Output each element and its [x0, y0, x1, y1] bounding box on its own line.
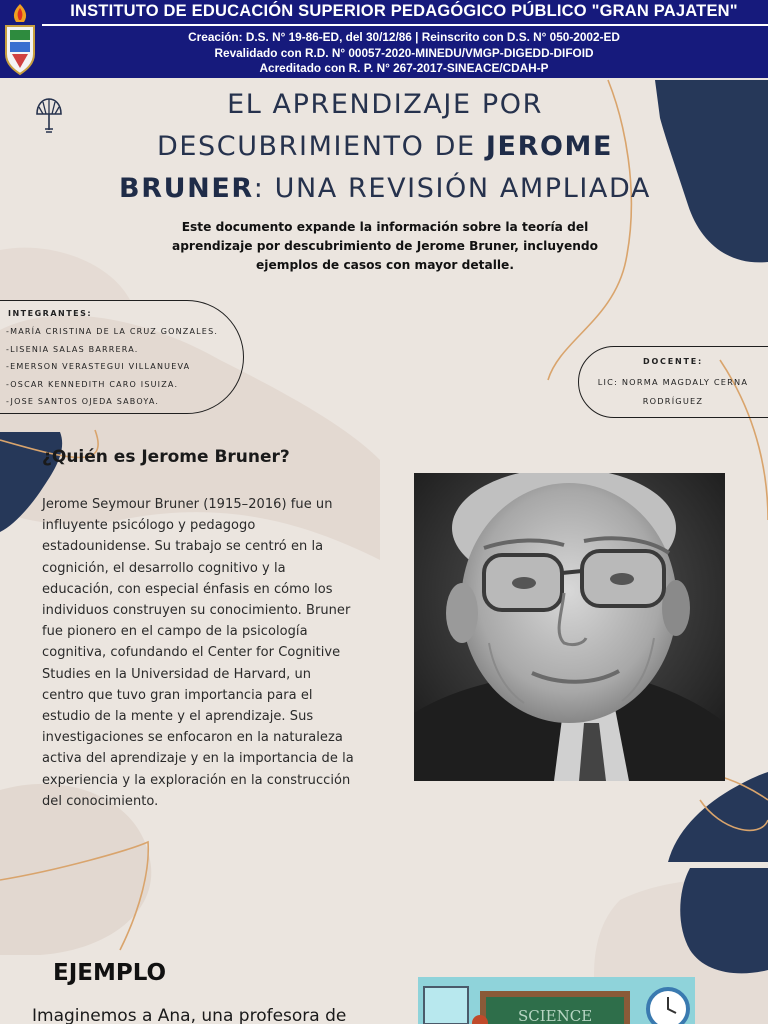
title-line-1: EL APRENDIZAJE POR	[227, 89, 543, 120]
teacher-label: DOCENTE:	[643, 357, 703, 366]
institution-name: INSTITUTO DE EDUCACIÓN SUPERIOR PEDAGÓGICO PÚBLICO "GRAN PAJATEN"	[70, 2, 738, 20]
teacher-name: LIC: NORMA MAGDALY CERNA RODRÍGUEZ	[597, 377, 749, 406]
header-revalidation-line: Revalidado con R.D. N° 00057-2020-MINEDU/VMGP-DIGEDD-DIFOID	[214, 46, 594, 60]
svg-text:SCIENCE: SCIENCE	[518, 1007, 593, 1024]
title-line-2: DESCUBRIMIENTO DE JEROME	[156, 131, 614, 162]
institution-logo	[2, 2, 38, 76]
navy-blob-right-mid	[668, 772, 768, 862]
title-line-3: BRUNER: UNA REVISIÓN AMPLIADA	[119, 173, 651, 204]
section-heading-who: ¿Quién es Jerome Bruner?	[42, 447, 290, 467]
member-item: -OSCAR KENNEDITH CARO ISUIZA.	[6, 379, 179, 389]
section-heading-example: EJEMPLO	[53, 960, 167, 986]
section-body-who: Jerome Seymour Bruner (1915–2016) fue un influyente psicólogo y pedagogo estadounidense. Su trabajo se centró en la cognición, el desarrollo cognitivo y la educación, con especial énfasis en cómo los individuos construyen su conocimiento. Bruner fue pionero en el campo de la psicología cognitiva, cofundando el Center for Cognitive Studies en la Universidad de Harvard, un centro que tuvo gran importancia para el estudio de la mente y el aprendizaje. Sus investigaciones se enfocaron en la naturaleza activa del aprendizaje y en la importancia de la experiencia y la exploración en la construcción del conocimiento.	[42, 497, 354, 809]
science-classroom-illustration	[418, 977, 695, 1024]
page-title	[90, 84, 680, 210]
jerome-bruner-photo	[414, 473, 725, 781]
member-item: -EMERSON VERASTEGUI VILLANUEVA	[6, 362, 191, 371]
tree-icon	[33, 96, 65, 136]
members-list	[6, 323, 218, 411]
header-accreditation-line: Acreditado con R. P. N° 267-2017-SINEACE/CDAH-P	[259, 61, 549, 75]
header-creation-line: Creación: D.S. N° 19-86-ED, del 30/12/86 | Reinscrito con D.S. N° 050-2002-ED	[188, 30, 620, 44]
member-item: -JOSE SANTOS OJEDA SABOYA.	[6, 397, 160, 406]
institution-header	[0, 0, 768, 78]
members-label: INTEGRANTES:	[8, 309, 93, 318]
header-rule	[42, 24, 768, 26]
pale-blob-mid	[0, 248, 130, 300]
member-item: -MARÍA CRISTINA DE LA CRUZ GONZALES.	[6, 327, 219, 336]
document-subtitle: Este documento expande la información sobre la teoría del aprendizaje por descubrimiento de Jerome Bruner, incluyendo ejemplos de casos con mayor detalle.	[171, 220, 599, 272]
example-text: Imaginemos a Ana, una profesora de	[32, 1006, 347, 1024]
member-item: -LISENIA SALAS BARRERA.	[6, 344, 139, 354]
